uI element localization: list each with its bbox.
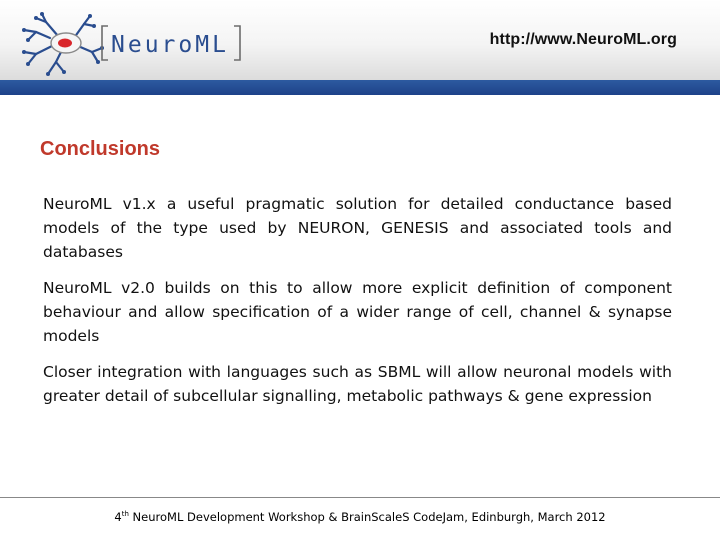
bullet-list <box>43 192 672 420</box>
neuron-icon <box>22 12 104 76</box>
bullet-item: Closer integration with languages such as SBML will allow neuronal models with greater detail of subcellular signalling, metabolic pathways & gene expression <box>43 363 672 405</box>
slide-title: Conclusions <box>40 138 161 160</box>
footer-text: NeuroML Development Workshop & BrainScaleS CodeJam, Edinburgh, March 2012 <box>128 510 606 524</box>
footer-superscript: th <box>121 510 129 519</box>
slide-header <box>0 0 720 80</box>
slide-footer <box>0 510 720 524</box>
footer-divider <box>0 497 720 498</box>
neuroml-logo <box>6 8 256 80</box>
website-url: http://www.NeuroML.org <box>489 31 677 48</box>
header-accent-bar <box>0 80 720 95</box>
logo-wordmark: NeuroML <box>111 32 229 58</box>
bullet-item: NeuroML v1.x a useful pragmatic solution for detailed conductance based models of the type used by NEURON, GENESIS and associated tools and databases <box>43 195 672 261</box>
footer-number: 4 <box>114 510 122 524</box>
bullet-item: NeuroML v2.0 builds on this to allow more explicit definition of component behaviour and allow specification of a wider range of cell, channel & synapse models <box>43 279 672 345</box>
